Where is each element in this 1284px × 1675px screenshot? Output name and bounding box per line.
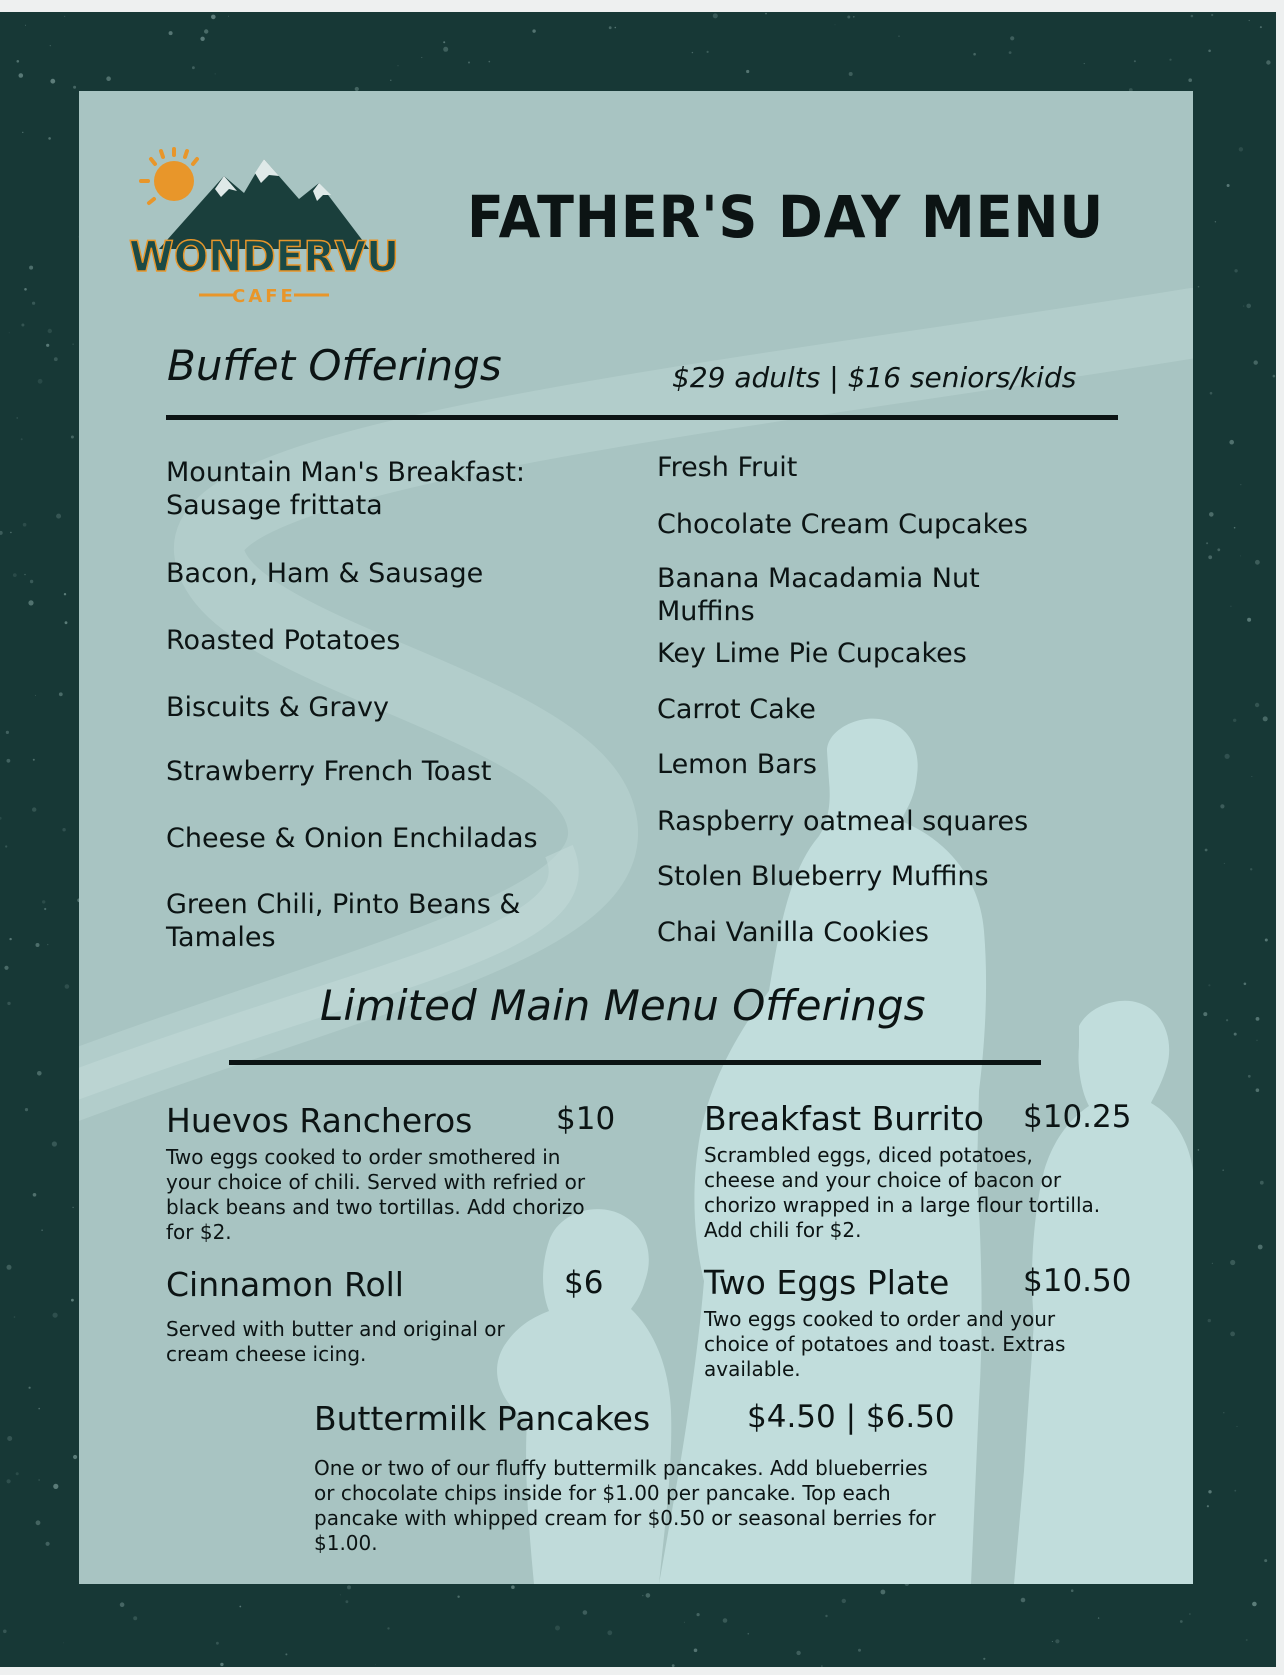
buffet-heading: Buffet Offerings [167, 341, 502, 390]
buffet-item: Raspberry oatmeal squares [657, 806, 1029, 837]
dish-price-huevos-rancheros: $10 [556, 1101, 616, 1137]
main-divider [229, 1060, 1041, 1065]
dish-name-cinnamon-roll: Cinnamon Roll [166, 1265, 404, 1304]
dish-price-two-eggs-plate: $10.50 [1023, 1263, 1132, 1299]
buffet-item: Fresh Fruit [657, 452, 798, 483]
buffet-item: Cheese & Onion Enchiladas [166, 823, 538, 854]
dish-name-two-eggs-plate: Two Eggs Plate [704, 1263, 950, 1302]
logo-sub: CAFE [232, 286, 296, 306]
buffet-item: Chocolate Cream Cupcakes [657, 509, 1028, 540]
dish-desc-huevos-rancheros: Two eggs cooked to order smothered in your choice of chili. Served with refried or black beans and two tortillas. Add chorizo for $2. [166, 1145, 586, 1244]
main-heading: Limited Main Menu Offerings [320, 981, 926, 1030]
dish-desc-cinnamon-roll: Served with butter and original or cream cheese icing. [166, 1317, 505, 1366]
buffet-item: Banana Macadamia Nut Muffins [657, 563, 980, 627]
dish-price-cinnamon-roll: $6 [564, 1265, 604, 1301]
dish-desc-two-eggs-plate: Two eggs cooked to order and your choice of potatoes and toast. Extras available. [704, 1307, 1066, 1381]
buffet-item: Biscuits & Gravy [166, 692, 389, 723]
buffet-item: Bacon, Ham & Sausage [166, 558, 484, 589]
buffet-pricing: $29 adults | $16 seniors/kids [672, 361, 1077, 394]
buffet-item: Roasted Potatoes [166, 625, 401, 656]
menu-frame [0, 12, 1276, 1667]
logo-name: WONDERVU [129, 232, 399, 281]
menu-panel [79, 91, 1193, 1584]
buffet-item: Mountain Man's Breakfast: Sausage frittata [166, 457, 526, 521]
dish-desc-buttermilk-pancakes: One or two of our fluffy buttermilk pancakes. Add blueberries or chocolate chips inside for $1.00 per pancake. Top each pancake with whipped cream for $0.50 or seasonal berries for $1.00. [314, 1456, 936, 1555]
buffet-item: Chai Vanilla Cookies [657, 917, 929, 948]
menu-title: FATHER'S DAY MENU [467, 183, 1105, 251]
buffet-item: Green Chili, Pinto Beans & Tamales [166, 889, 521, 953]
buffet-item: Lemon Bars [657, 749, 817, 780]
dish-price-buttermilk-pancakes: $4.50 | $6.50 [747, 1399, 955, 1435]
dish-name-buttermilk-pancakes: Buttermilk Pancakes [314, 1399, 651, 1438]
buffet-item: Strawberry French Toast [166, 756, 492, 787]
buffet-item: Stolen Blueberry Muffins [657, 861, 989, 892]
dish-name-huevos-rancheros: Huevos Rancheros [166, 1101, 473, 1140]
dish-name-breakfast-burrito: Breakfast Burrito [704, 1099, 984, 1138]
buffet-item: Key Lime Pie Cupcakes [657, 638, 967, 669]
dish-price-breakfast-burrito: $10.25 [1023, 1099, 1132, 1135]
buffet-item: Carrot Cake [657, 694, 816, 725]
dish-desc-breakfast-burrito: Scrambled eggs, diced potatoes, cheese and your choice of bacon or chorizo wrapped in a large flour tortilla. Add chili for $2. [704, 1143, 1101, 1242]
